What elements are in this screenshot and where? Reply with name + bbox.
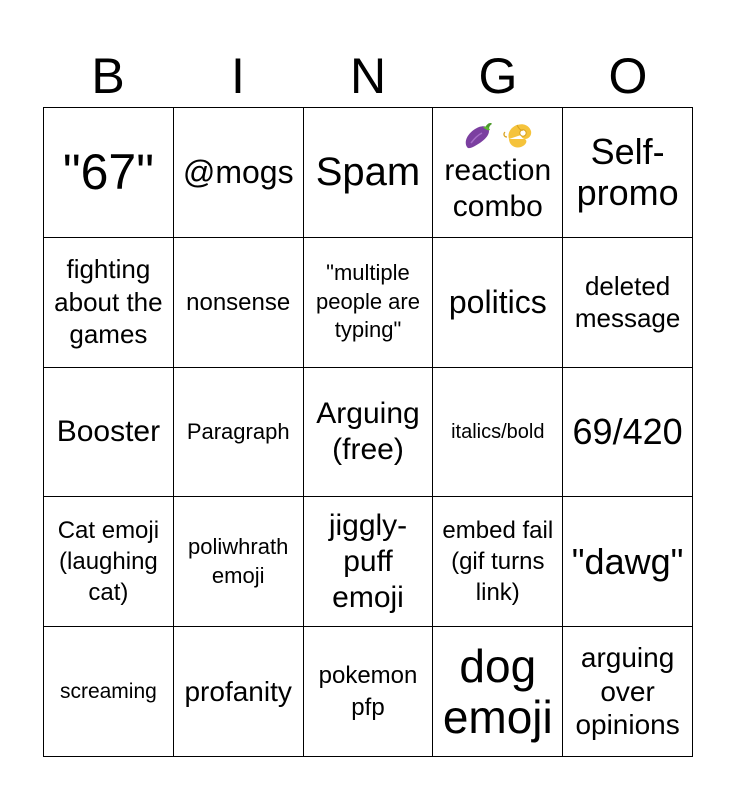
bingo-cell-i4[interactable] [174, 497, 304, 627]
bingo-cell-b1[interactable] [44, 108, 174, 238]
bingo-cell-o3[interactable] [563, 368, 693, 498]
emoji-row [461, 119, 535, 151]
cell-label: screaming [59, 679, 157, 703]
header-letter-g: G [478, 48, 518, 104]
bingo-cell-b4[interactable] [44, 497, 174, 627]
cell-label: Paragraph [186, 418, 290, 444]
bingo-cell-o1[interactable] [563, 108, 693, 238]
bingo-cell-b5[interactable] [44, 627, 174, 757]
cell-label: Cat emoji (laughing cat) [57, 517, 160, 607]
bingo-cell-g1[interactable] [433, 108, 563, 238]
bingo-cell-g4[interactable] [433, 497, 563, 627]
cell-label: "dawg" [571, 541, 684, 583]
cell-label: Arguing (free) [316, 396, 420, 466]
cell-label: pokemon pfp [318, 662, 418, 721]
cell-label: nonsense [186, 288, 291, 316]
bingo-cell-i2[interactable] [174, 238, 304, 368]
bingo-cell-n1[interactable] [304, 108, 434, 238]
cell-label: reaction combo [444, 154, 552, 224]
cell-label: politics [448, 283, 547, 320]
cell-label: jiggly-puff emoji [328, 508, 408, 614]
bingo-cell-i3[interactable] [174, 368, 304, 498]
cell-label: "multiple people are typing" [316, 260, 420, 343]
header-letter-o: O [608, 48, 648, 104]
bingo-cell-o2[interactable] [563, 238, 693, 368]
pinching-hand-icon [501, 119, 535, 151]
header-letter-i: I [231, 48, 245, 104]
cell-label: Spam [315, 150, 421, 195]
cell-label: profanity [184, 675, 292, 707]
cell-label: Self-promo [576, 131, 679, 214]
bingo-cell-n3[interactable] [304, 368, 434, 498]
cell-label: italics/bold [451, 420, 545, 443]
bingo-cell-i5[interactable] [174, 627, 304, 757]
cell-label: fighting about the games [54, 254, 163, 350]
bingo-cell-n5[interactable] [304, 627, 434, 757]
cell-label: @mogs [182, 154, 294, 190]
cell-label: "67" [62, 143, 154, 200]
cell-label: dog emoji [442, 640, 553, 743]
bingo-cell-g3[interactable] [433, 368, 563, 498]
bingo-cell-g5[interactable] [433, 627, 563, 757]
bingo-cell-o5[interactable] [563, 627, 693, 757]
bingo-cell-n4[interactable] [304, 497, 434, 627]
bingo-cell-n2[interactable] [304, 238, 434, 368]
bingo-cell-g2[interactable] [433, 238, 563, 368]
cell-label: deleted message [574, 270, 681, 334]
cell-label: Booster [56, 414, 161, 448]
cell-label: 69/420 [572, 411, 683, 453]
cell-label: poliwhrath emoji [188, 534, 289, 588]
cell-label: arguing over opinions [575, 642, 680, 741]
header-letter-n: N [349, 48, 387, 104]
bingo-board [43, 107, 693, 757]
bingo-cell-o4[interactable] [563, 497, 693, 627]
cell-label: embed fail (gif turns link) [442, 517, 554, 607]
bingo-cell-b3[interactable] [44, 368, 174, 498]
header-letter-b: B [91, 48, 125, 104]
bingo-cell-b2[interactable] [44, 238, 174, 368]
bingo-cell-i1[interactable] [174, 108, 304, 238]
eggplant-icon [461, 119, 495, 151]
bingo-header [43, 44, 693, 108]
